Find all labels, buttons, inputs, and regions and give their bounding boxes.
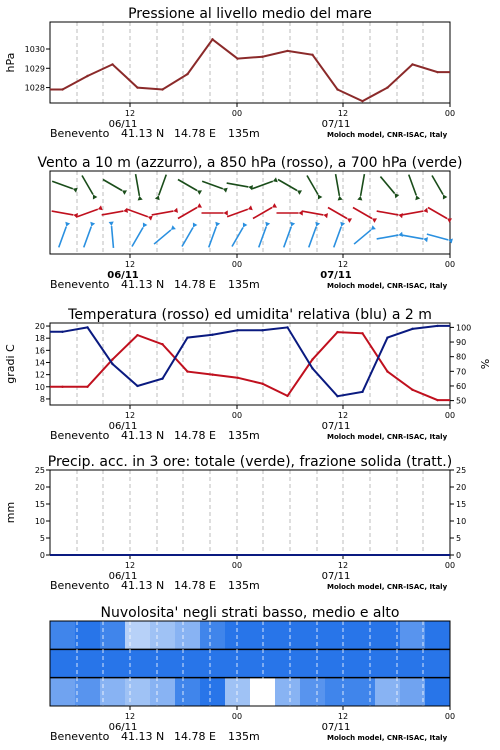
wind-arrow [182,227,193,246]
cloud-cell [50,678,75,706]
wind-arrow [302,211,324,215]
wind-arrow [402,211,424,215]
cloud-cell [50,649,75,677]
wind-arrowhead [448,238,453,243]
cloud-cell [50,621,75,649]
wind-arrow [136,174,140,196]
series-line [50,39,450,101]
data-point [336,395,338,397]
cloud-cell [125,678,150,706]
y-tick-label-right: 15 [456,500,467,509]
wind-arrowhead [93,195,97,200]
wind-arrowhead [223,188,228,193]
wind-arrow [428,208,447,219]
x-tick-label: 12 [124,561,136,570]
wind-arrowhead [90,222,95,227]
plot-frame [50,323,450,405]
wind-arrowhead [248,205,253,210]
wind-arrow [159,175,167,196]
wind-arrow [82,175,93,194]
data-point [186,370,188,372]
y-tick-label-right: 60 [456,381,467,391]
y-tick-label: 1030 [24,45,45,54]
y-tick-label-right: 70 [456,367,467,377]
data-point [361,100,363,102]
data-point [186,73,188,75]
wind-arrowhead [243,222,247,227]
y-tick-label-right: 0 [456,551,462,560]
wind-arrowhead [224,210,228,215]
y-tick-label: 0 [39,551,45,560]
cloud-cell [400,621,425,649]
wind-arrow [202,181,223,189]
series-line [50,332,450,400]
wind-arrowhead [338,196,343,201]
x-tick-label: 12 [337,561,349,570]
y-tick-label-right: 25 [456,466,467,475]
y-tick-label-right: 50 [456,396,467,406]
chart-root [4,6,492,743]
x-tick-label: 00 [231,411,243,420]
cloud-cell [175,678,200,706]
y-tick-label: 1029 [24,64,45,74]
data-point [186,336,188,338]
cloud-cell [175,621,200,649]
wind-arrowhead [315,222,320,227]
cloud-cell [125,649,150,677]
cloud-cell [350,678,375,706]
location-name: Benevento [50,429,110,442]
y-tick-label: 10 [34,517,45,526]
wind-arrow [377,235,399,239]
wind-arrow [77,209,98,217]
wind-arrow [278,180,297,191]
wind-arrowhead [447,218,452,222]
location-lon: 14.78 E [174,278,216,291]
cloud-cell [200,649,225,677]
data-point [161,343,163,345]
wind-arrow [112,226,114,248]
plot-frame [50,22,450,103]
cloud-cell [350,649,375,677]
cloud-cell [175,649,200,677]
wind-arrowhead [123,208,128,213]
data-point [411,389,413,391]
data-point [361,391,363,393]
y-axis-label: hPa [4,52,17,73]
chart-title: Pressione al livello medio del mare [128,6,372,22]
location-name: Benevento [50,127,110,140]
data-point [111,358,113,360]
wind-arrowhead [273,177,278,182]
wind-arrow [427,234,448,240]
data-point [236,376,238,378]
cloud-cell [75,649,100,677]
date-label: 07/11 [321,421,351,432]
data-point [61,386,63,388]
model-credit: Moloch model, CNR-ISAC, Italy [327,583,448,591]
series-line [50,326,450,396]
wind-arrow [309,227,317,248]
data-point [261,56,263,58]
cloud-cell [200,678,225,706]
date-label: 06/11 [108,571,138,582]
wind-arrow [178,208,197,219]
date-label: 06/11 [107,270,139,281]
data-point [236,57,238,59]
data-point [261,383,263,385]
data-point [86,75,88,77]
data-point [336,88,338,90]
y-tick-label: 18 [34,334,45,344]
cloud-cell [225,678,250,706]
y-tick-label: 20 [34,322,45,332]
cloud-cell [225,649,250,677]
location-lat: 41.13 N [121,579,165,592]
cloud-cell [150,678,175,706]
date-label: 07/11 [321,119,351,130]
data-point [211,334,213,336]
wind-arrowhead [398,232,403,237]
data-point [361,332,363,334]
data-point [436,399,438,401]
chart-title: Temperatura (rosso) ed umidita' relativa (blu) a 2 m [68,307,432,323]
wind-arrowhead [171,225,176,230]
x-tick-label: 00 [444,712,456,721]
cloud-cell [225,621,250,649]
x-tick-label: 00 [444,109,456,118]
wind-arrowhead [143,222,147,227]
cloud-cell [425,621,450,649]
y-tick-label: 16 [34,346,45,356]
wind-arrow [377,211,399,215]
wind-arrowhead [357,196,362,201]
y-tick-label-right: 90 [456,338,467,348]
chart-title: Precip. acc. in 3 ore: totale (verde), frazione solida (tratt.) [47,454,453,470]
chart-title: Nuvolosita' negli strati basso, medio e alto [100,605,400,621]
location-elev: 135m [228,730,260,743]
cloud-cell [100,621,125,649]
wind-arrow [328,208,347,219]
y-tick-label: 8 [39,394,45,404]
data-point [136,385,138,387]
wind-arrowhead [265,222,270,227]
location-elev: 135m [228,127,260,140]
x-tick-label: 12 [337,109,349,118]
wind-arrow [52,181,73,189]
wind-arrowhead [372,218,377,222]
wind-arrowhead [73,213,78,218]
data-point [61,331,63,333]
data-point [411,63,413,65]
x-tick-label: 00 [444,260,456,269]
wind-arrow [103,180,122,191]
data-point [336,331,338,333]
date-label: 07/11 [321,571,351,582]
cloud-cell [100,678,125,706]
x-tick-label: 12 [337,260,349,269]
date-label: 06/11 [108,421,138,432]
cloud-cell [100,649,125,677]
y-axis-label: mm [4,501,17,524]
cloud-cell [325,621,350,649]
data-point [161,377,163,379]
y-tick-label: 25 [34,466,45,475]
chart-title: Vento a 10 m (azzurro), a 850 hPa (rosso), a 700 hPa (verde) [37,155,463,171]
wind-arrowhead [197,203,202,207]
location-lon: 14.78 E [174,730,216,743]
date-label: 07/11 [320,270,352,281]
y-tick-label: 15 [34,500,45,509]
wind-arrow [178,180,197,191]
data-point [236,329,238,331]
wind-arrowhead [122,190,127,194]
data-point [161,88,163,90]
cloud-cell [150,649,175,677]
wind-arrowhead [423,208,428,213]
data-point [136,334,138,336]
location-lat: 41.13 N [121,730,165,743]
y-axis-label: gradi C [4,344,17,384]
data-point [311,54,313,56]
wind-arrow [59,227,67,248]
data-point [386,336,388,338]
x-tick-label: 12 [337,712,349,721]
wind-arrowhead [193,222,197,227]
location-name: Benevento [50,278,110,291]
x-tick-label: 00 [231,561,243,570]
wind-arrowhead [318,195,322,200]
cloud-cell [75,678,100,706]
y-tick-label: 20 [34,483,45,492]
data-point [86,386,88,388]
data-point [61,88,63,90]
wind-arrow [432,175,443,194]
x-tick-label: 12 [337,411,349,420]
wind-arrow [52,211,74,215]
cloud-cell [125,621,150,649]
y-axis-label-right: % [479,358,492,370]
data-point [386,370,388,372]
data-point [286,395,288,397]
wind-arrowhead [423,237,428,242]
wind-arrowhead [297,190,302,194]
data-point [386,86,388,88]
wind-arrowhead [415,195,420,200]
wind-arrow [380,177,394,194]
cloud-cell [75,621,100,649]
wind-arrowhead [371,225,376,230]
location-lat: 41.13 N [121,429,165,442]
location-lon: 14.78 E [174,579,216,592]
cloud-cell [425,649,450,677]
wind-arrowhead [215,222,220,227]
location-elev: 135m [228,429,260,442]
x-tick-label: 12 [124,712,136,721]
location-lat: 41.13 N [121,127,165,140]
wind-arrowhead [148,216,153,221]
plot-frame [50,470,450,555]
model-credit: Moloch model, CNR-ISAC, Italy [327,131,448,139]
data-point [436,325,438,327]
cloud-cell [300,678,325,706]
y-tick-label: 14 [34,358,45,368]
cloud-cell [300,649,325,677]
x-tick-label: 12 [124,411,136,420]
wind-arrow [102,211,124,215]
wind-arrowhead [197,190,202,194]
model-credit: Moloch model, CNR-ISAC, Italy [327,433,448,441]
data-point [286,50,288,52]
location-name: Benevento [50,579,110,592]
wind-arrow [84,227,92,248]
cloud-cell [400,649,425,677]
x-tick-label: 12 [124,109,136,118]
wind-arrowhead [398,213,403,218]
wind-arrowhead [272,203,277,207]
data-point [311,358,313,360]
y-tick-label: 5 [39,534,45,543]
cloud-cell [200,621,225,649]
y-tick-label: 10 [34,382,45,392]
cloud-cell [300,621,325,649]
data-point [411,328,413,330]
cloud-cell [150,621,175,649]
location-lon: 14.78 E [174,429,216,442]
date-label: 07/11 [321,722,351,733]
x-tick-label: 00 [444,411,456,420]
location-lat: 41.13 N [121,278,165,291]
x-tick-label: 00 [231,109,243,118]
wind-arrow [336,174,340,196]
data-point [261,329,263,331]
x-tick-label: 00 [231,260,243,269]
data-point [286,326,288,328]
y-tick-label-right: 5 [456,534,462,543]
data-point [111,63,113,65]
wind-arrow [353,208,372,219]
wind-arrow [132,227,143,246]
wind-arrowhead [173,208,178,213]
wind-arrow [409,175,417,196]
wind-arrow [334,227,342,248]
model-credit: Moloch model, CNR-ISAC, Italy [327,734,448,742]
wind-arrowhead [347,218,352,222]
location-elev: 135m [228,278,260,291]
data-point [86,326,88,328]
x-tick-label: 12 [124,260,136,269]
data-point [436,71,438,73]
wind-arrowhead [73,188,78,193]
date-label: 06/11 [108,722,138,733]
y-tick-label-right: 80 [456,352,467,362]
wind-arrowhead [138,196,143,201]
location-name: Benevento [50,730,110,743]
x-tick-label: 00 [231,712,243,721]
data-point [136,86,138,88]
wind-arrow [402,235,424,239]
data-point [311,367,313,369]
wind-arrowhead [98,205,103,210]
wind-arrowhead [65,222,70,227]
model-credit: Moloch model, CNR-ISAC, Italy [327,282,448,290]
wind-arrowhead [323,213,328,218]
wind-arrow [361,174,365,196]
wind-arrowhead [109,222,114,226]
y-tick-label: 1028 [24,83,45,93]
cloud-cell [275,649,300,677]
data-point [111,363,113,365]
wind-arrowhead [290,222,295,227]
y-tick-label: 12 [34,370,45,380]
wind-arrow [307,175,318,194]
y-tick-label-right: 20 [456,483,467,492]
location-lon: 14.78 E [174,127,216,140]
wind-arrow [152,211,174,215]
cloud-cell [350,621,375,649]
cloud-cell [400,678,425,706]
wind-arrowhead [248,185,253,190]
wind-arrowhead [443,195,447,200]
data-point [211,38,213,40]
data-point [211,373,213,375]
wind-arrow [354,230,371,244]
date-label: 06/11 [108,119,138,130]
y-tick-label-right: 10 [456,517,467,526]
cloud-cell [325,678,350,706]
x-tick-label: 00 [444,561,456,570]
cloud-cell [275,621,300,649]
y-tick-label-right: 100 [456,323,472,333]
cloud-cell [275,678,300,706]
location-elev: 135m [228,579,260,592]
cloud-cell [325,649,350,677]
cloud-cell [425,678,450,706]
